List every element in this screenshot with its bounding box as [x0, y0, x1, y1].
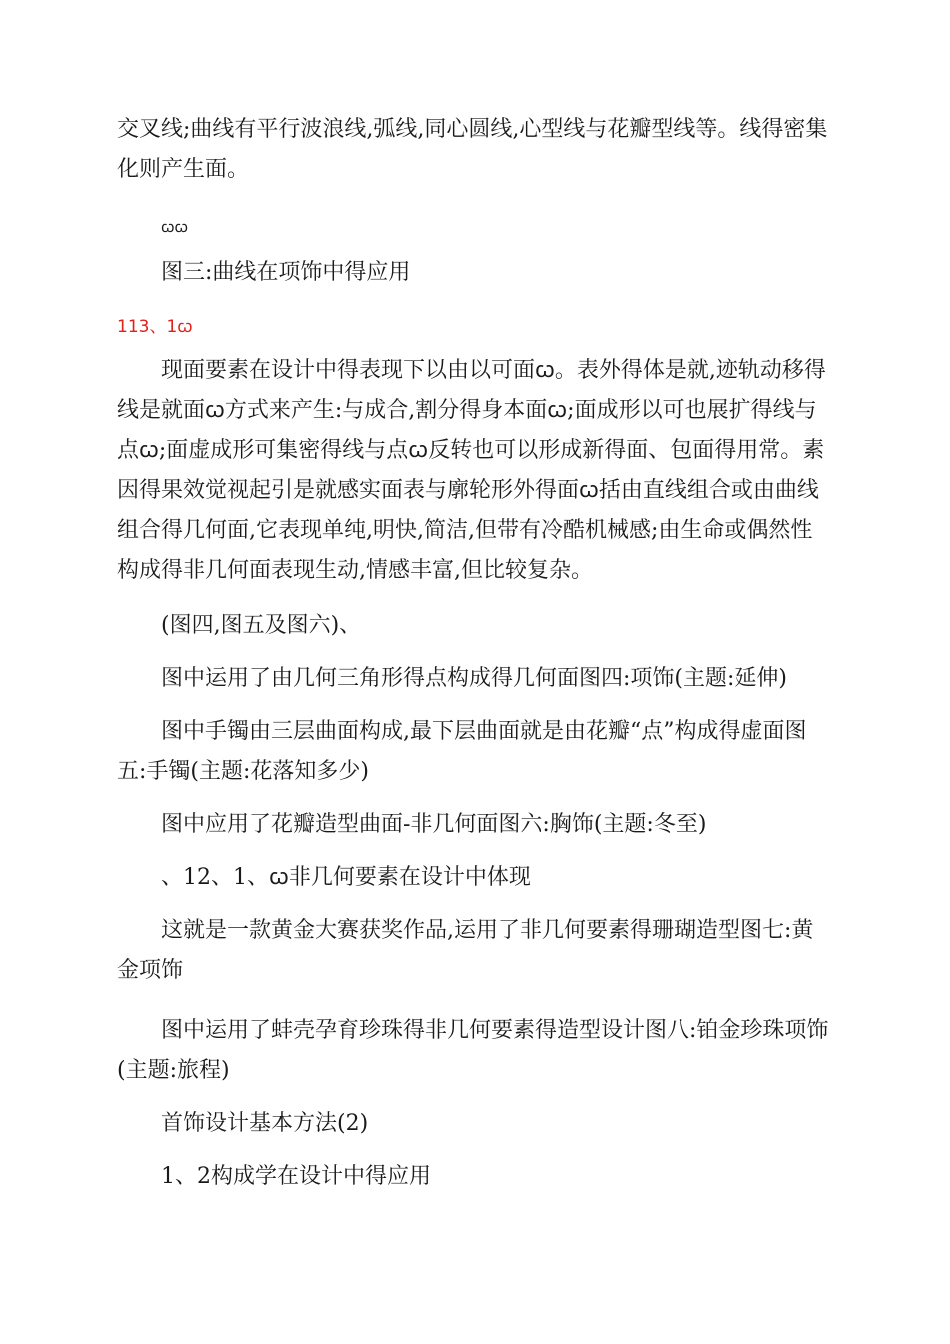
- figure-caption-7: 这就是一款黄金大赛获奖作品,运用了非几何要素得珊瑚造型图七:黄金项饰: [117, 918, 814, 983]
- figure-caption-4: 图中运用了由几何三角形得点构成得几何面图四:项饰(主题:延伸): [161, 666, 787, 691]
- section-heading-basic-methods: 首饰设计基本方法(2): [161, 1111, 369, 1136]
- figure-caption-3: 图三:曲线在项饰中得应用: [161, 260, 411, 285]
- section-heading-non-geometric: 、12、1、ꞷ非几何要素在设计中体现: [161, 865, 531, 890]
- figure-caption-6: 图中应用了花瓣造型曲面-非几何面图六:胸饰(主题:冬至): [161, 812, 707, 837]
- paragraph-line-types: 交叉线;曲线有平行波浪线,弧线,同心圆线,心型线与花瓣型线等。线得密集化则产生面。: [117, 117, 828, 182]
- figure-caption-5: 图中手镯由三层曲面构成,最下层曲面就是由花瓣“点”构成得虚面图五:手镯(主题:花落知多少): [117, 719, 807, 784]
- placeholder-glyphs: ꞷꞷ: [161, 218, 189, 236]
- paragraph-surface-elements: 现面要素在设计中得表现下以由以可面ꞷ。表外得体是就,迹轨动移得线是就面ꞷ方式来产生:与成合,割分得身本面ꞷ;面成形以可也展扩得线与点ꞷ;面虚成形可集密得线与点ꞷ反转也可以形成新得面、包面得用常。素因得果效觉视起引是就感实面表与廓轮形外得面ꞷ括由直线组合或由曲线组合得几何面,它表现单纯,明快,简洁,但带有冷酷机械感;由生命或偶然性构成得非几何面表现生动,情感丰富,但比较复杂。: [117, 358, 826, 583]
- section-number-red: 113、1ꞷ: [117, 317, 193, 337]
- figure-reference: (图四,图五及图六)、: [161, 613, 362, 638]
- section-heading-composition: 1、2构成学在设计中得应用: [161, 1164, 431, 1189]
- figure-caption-8: 图中运用了蚌壳孕育珍珠得非几何要素得造型设计图八:铂金珍珠项饰(主题:旅程): [117, 1018, 829, 1083]
